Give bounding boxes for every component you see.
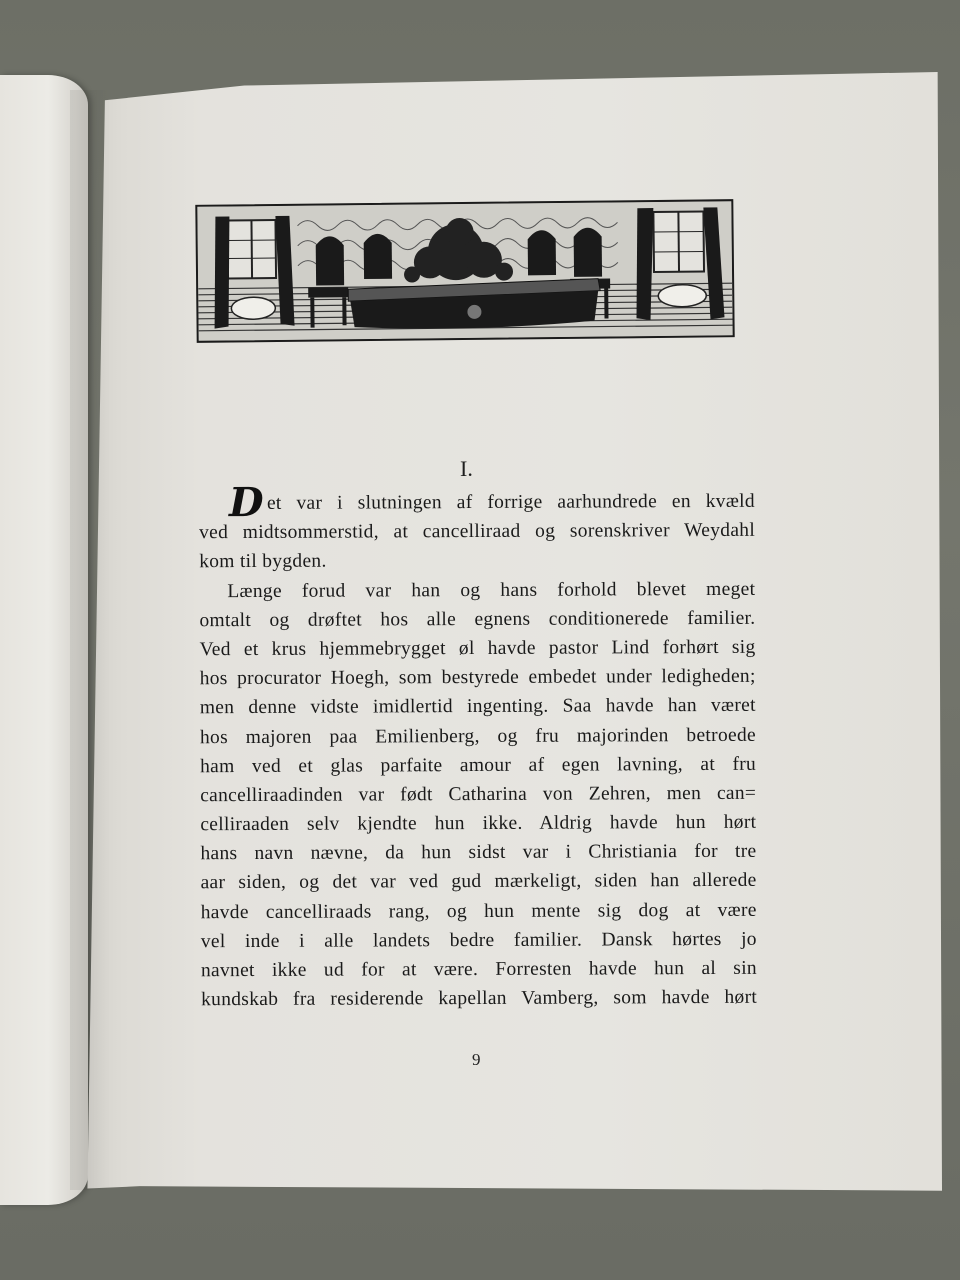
text-line: celliraaden selv kjendte hun ikke. Aldrig havde hun hørt <box>200 811 757 836</box>
text-line-content: et var i slutningen af forrige aarhundrede en kvæld <box>266 490 755 514</box>
dining-room-woodcut-icon <box>197 201 732 341</box>
text-line: aar siden, og det var ved gud mærkeligt, siden han allerede <box>200 870 757 894</box>
text-line: navnet ikke ud for at være. Forresten havde hun al sin <box>200 957 757 982</box>
gutter-shadow <box>70 90 110 1190</box>
text-line: hos majoren paa Emilienberg, og fru majorinden betroede <box>199 724 756 748</box>
chapter-body-text <box>199 478 758 1015</box>
text-line <box>199 478 755 527</box>
text-line: Ved et krus hjemmebrygget øl havde pastor Lind forhørt sig <box>199 636 756 661</box>
text-line: hans navn nævne, da hun sidst var i Christiania for tre <box>200 841 757 865</box>
text-line: vel inde i alle landets bedre familier. Dansk hørtes jo <box>200 928 757 953</box>
text-line: havde cancelliraads rang, og hun mente sig dog at være <box>200 899 757 923</box>
text-line: ham ved et glas parfaite amour af egen lavning, at fru <box>200 753 757 777</box>
text-line: Længe forud var han og hans forhold blevet meget <box>227 578 756 602</box>
header-illustration <box>195 199 734 343</box>
text-line: men denne vidste imidlertid ingenting. Saa havde han været <box>199 695 756 719</box>
text-line: hos procurator Hoegh, som bestyrede embedet under ledigheden; <box>199 665 756 690</box>
text-line: cancelliraadinden var født Catharina von Zehren, men can= <box>200 782 757 807</box>
text-line: kom til bygden. <box>199 551 327 573</box>
page-number: 9 <box>472 1050 481 1069</box>
text-line: kundskab fra residerende kapellan Vamberg, som havde hørt <box>201 986 758 1011</box>
text-line: omtalt og drøftet hos alle egnens conditionerede familier. <box>199 607 756 631</box>
chapter-number: I. <box>460 456 473 481</box>
drop-cap: D <box>228 478 265 527</box>
text-line: ved midtsommerstid, at cancelliraad og sorenskriver Weydahl <box>199 519 756 544</box>
